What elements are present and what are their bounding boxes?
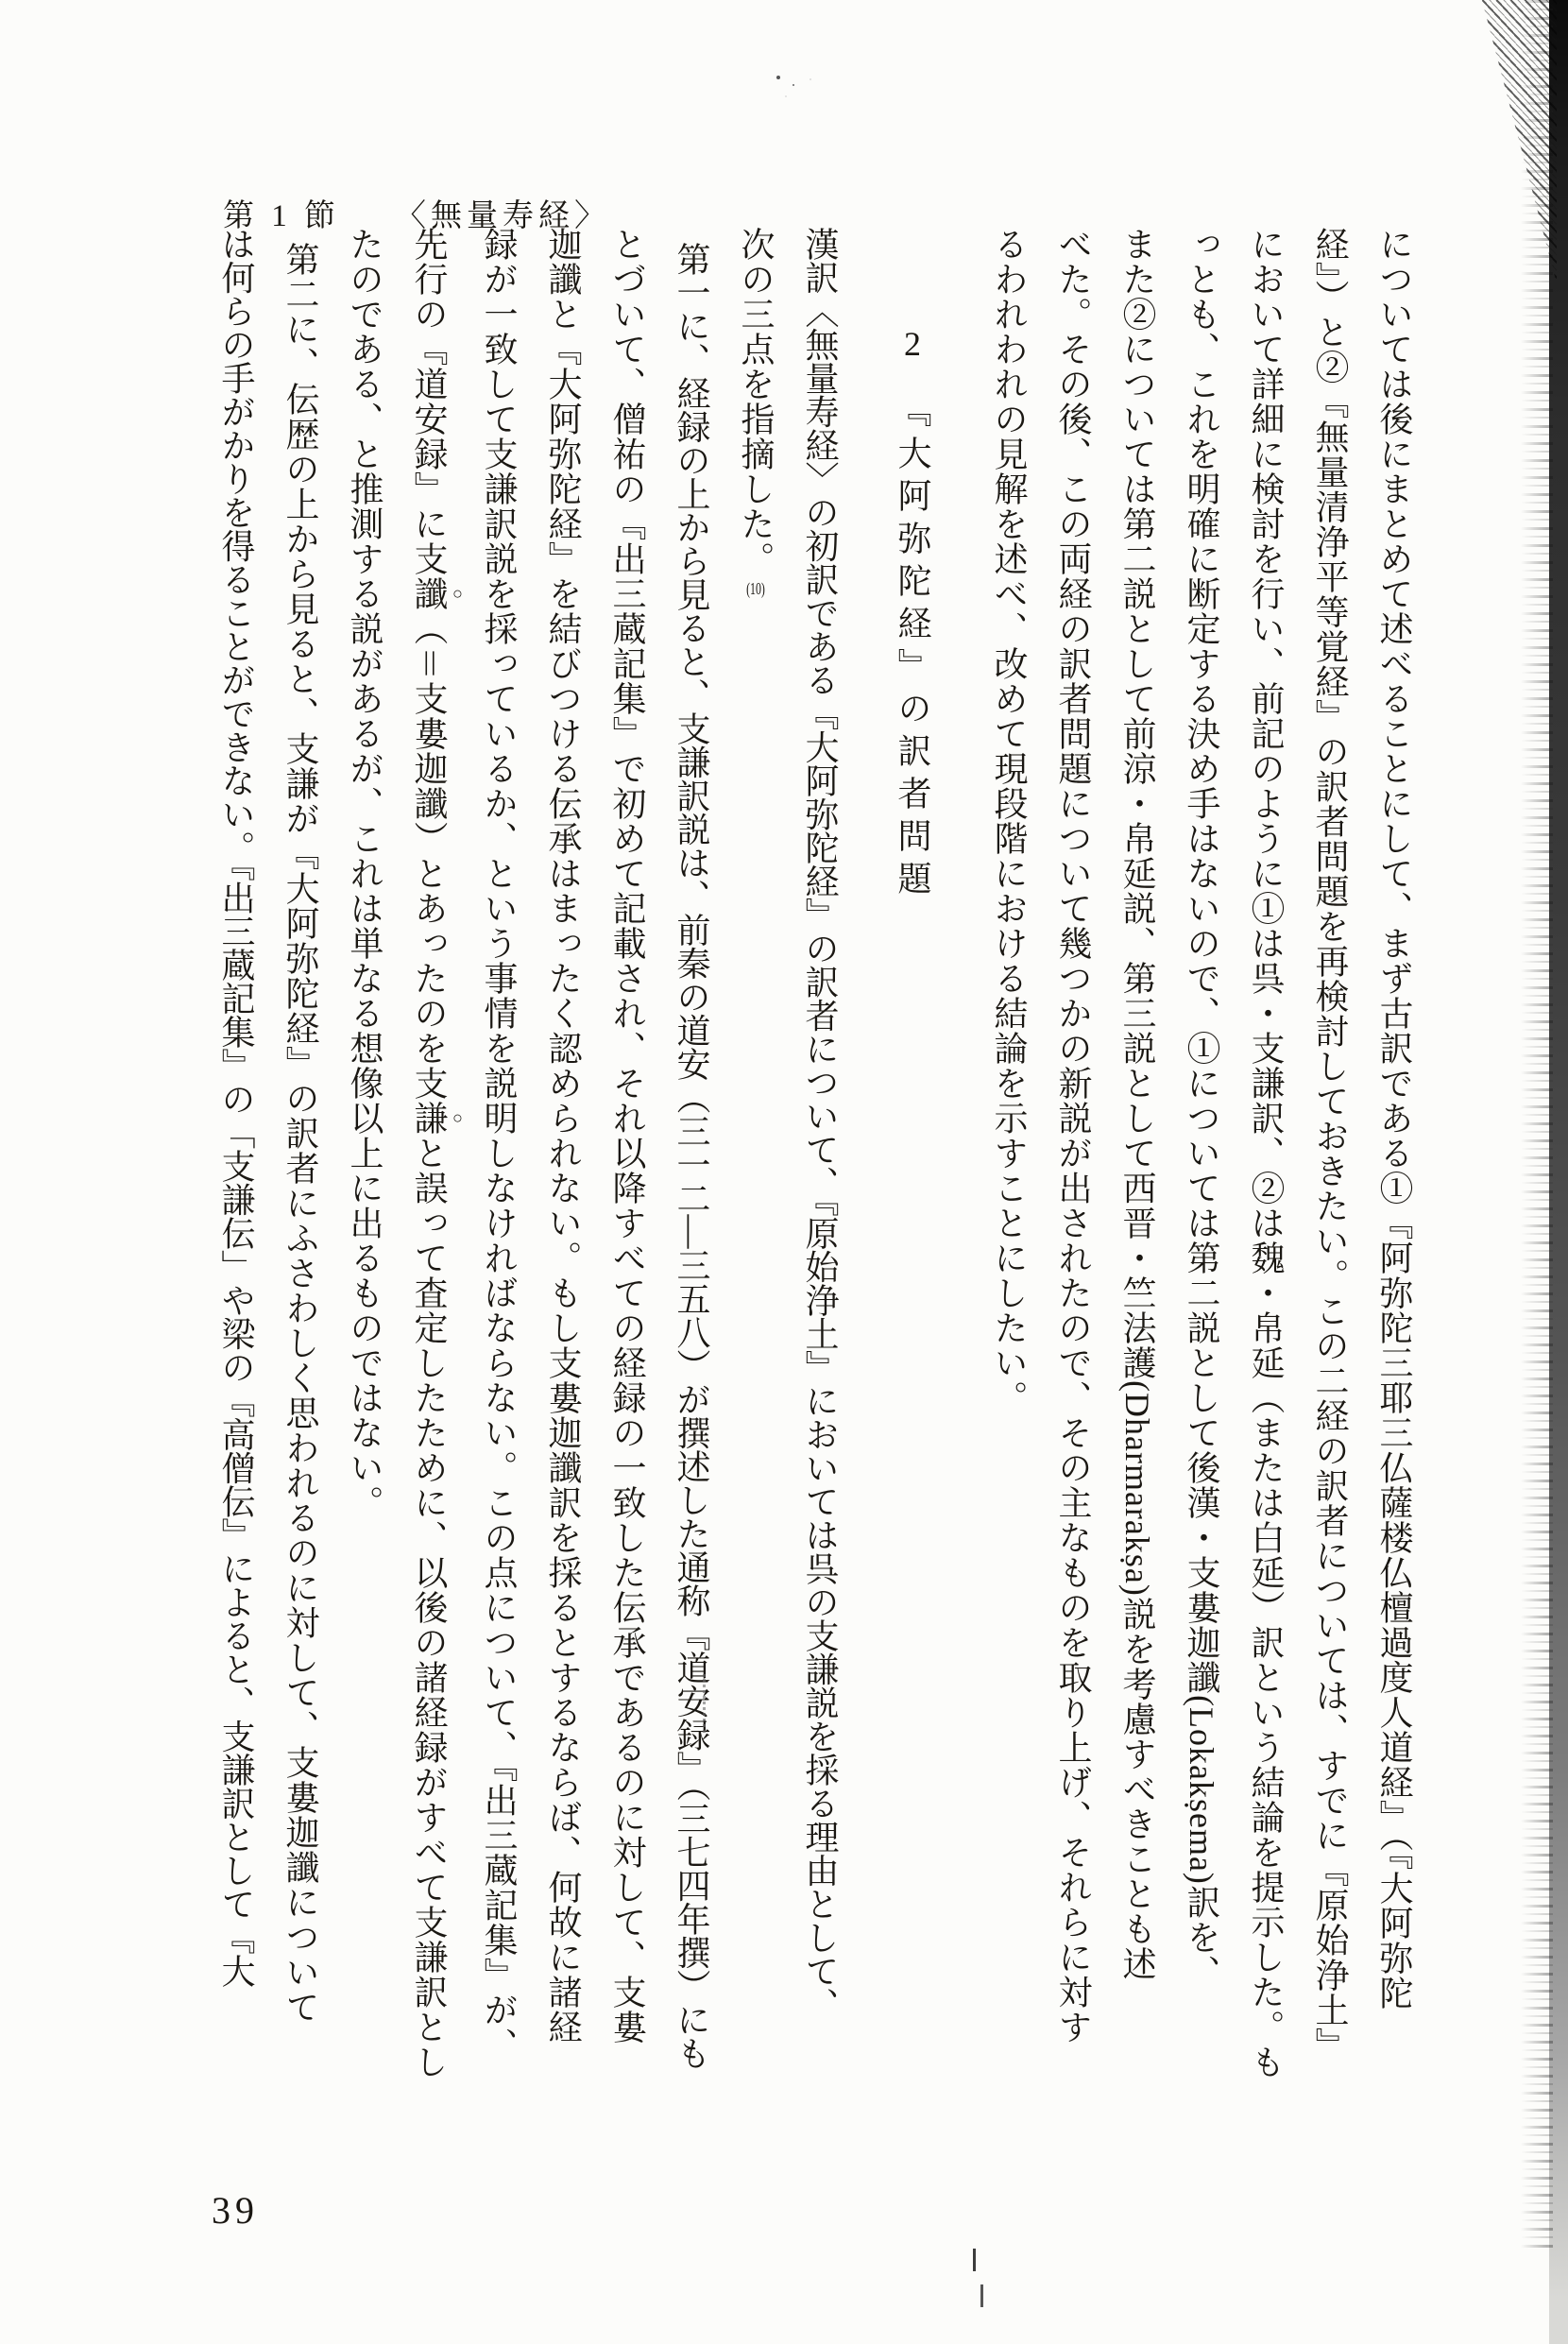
column-text: 漢訳〈無量寿経〉の初訳である『大阿弥陀経』の訳者について、『原始浄土』においては呉の支謙説を採る理由として、 (801, 227, 839, 2021)
column-text: るわれわれの見解を述べ、改めて現段階における結論を示すことにしたい。 (990, 227, 1028, 1415)
column-text: 先行の『道安録』に支 (410, 227, 448, 576)
section-heading (880, 227, 945, 2254)
column-text: において詳細に検討を行い、前記のように①は呉・支謙訳、②は魏・帛延（または白延）訳という結論を提示した。も (1247, 227, 1285, 2079)
column-text: っとも、これを明確に断定する決め手はないので、①については第二説として後漢・支婁迦讖(Lokakṣema)訳を、 (1183, 227, 1220, 1990)
scan-dash-marks (973, 2249, 976, 2271)
text-column (1169, 227, 1234, 2154)
text-column (788, 227, 852, 2154)
scan-gutter-noise (1521, 0, 1553, 2249)
column-text: 次の三点を指摘した。 (737, 227, 775, 576)
text-column (1362, 227, 1426, 2154)
text-column (332, 227, 397, 2154)
emphasized-char: 讖 (410, 576, 448, 611)
text-column (1041, 227, 1105, 2154)
footnote-marker: (10) (746, 580, 765, 597)
text-column (1105, 227, 1169, 2154)
text-column (595, 227, 659, 2154)
text-column (397, 227, 467, 2154)
emphasized-char: 謙 (410, 1101, 448, 1136)
section-heading-title: 『大阿弥陀経』の訳者問題 (894, 393, 931, 903)
column-text: 迦讖と『大阿弥陀経』を結びつける伝承はまったく認められない。もし支婁迦讖訳を採るとするならば、何故に諸経 (544, 227, 582, 2045)
section-heading-number: 2 (904, 327, 921, 361)
column-text: （＝支婁迦讖）とあったのを支 (410, 611, 448, 1101)
text-column (204, 227, 268, 2154)
column-text: 経』）と②『無量清浄平等覚経』の訳者問題を再検討しておきたい。この二経の訳者については、すでに『原始浄土』 (1311, 227, 1349, 2062)
running-header-title: 〈無量寿経〉 (395, 199, 610, 233)
column-text: と誤って査定したために、以後の諸経録がすべて支謙訳とし (410, 1136, 448, 2079)
column-text: とづいて、僧祐の『出三蔵記集』で初めて記載され、それ以降すべての経録の一致した伝承であるのに対して、支婁 (608, 227, 646, 2045)
text-column (268, 227, 332, 2169)
column-text: 録が一致して支謙訳説を採っているか、という事情を説明しなければならない。この点について、『出三蔵記集』が、 (480, 227, 518, 2062)
text-column (659, 227, 724, 2169)
column-text: たのである、と推測する説があるが、これは単なる想像以上に出るものではない。 (346, 227, 383, 1520)
scan-dotted-line-artifact (703, 1674, 706, 1733)
body-text-block (204, 227, 1426, 2154)
text-column (467, 227, 531, 2154)
column-text: べた。その後、この両経の訳者問題について幾つかの新説が出されたので、その主なものを取り上げ、それらに対す (1054, 227, 1092, 2045)
column-text: 第二に、伝歴の上から見ると、支謙が『大阿弥陀経』の訳者にふさわしく思われるのに対して、支婁迦讖について (281, 242, 319, 2025)
column-text: については後にまとめて述べることにして、まず古訳である①『阿弥陀三耶三仏薩楼仏檀過度人道経』（『大阿弥陀 (1375, 227, 1413, 2010)
column-text: 第一に、経録の上から見ると、支謙訳説は、前秦の道安（三一二―三五八）が撰述した通称『道安録』（三七四年撰）にも (673, 242, 710, 2070)
text-column (531, 227, 595, 2154)
page-number: 39 (212, 2189, 259, 2232)
text-column (977, 227, 1041, 2154)
text-column (1298, 227, 1362, 2154)
running-header-section: 第 1 節 (223, 199, 340, 233)
column-text: また②については第二説として前涼・帛延説、第三説として西晋・竺法護(Dharmarakṣa)説を考慮すべきことも述 (1118, 227, 1156, 1981)
text-column (1234, 227, 1298, 2154)
scan-speck-marks (776, 76, 780, 79)
column-text: は何らの手がかりを得ることができない。『出三蔵記集』の「支謙伝」や梁の『高僧伝』によると、支謙訳として『大 (217, 227, 255, 1988)
text-column (724, 227, 788, 2154)
